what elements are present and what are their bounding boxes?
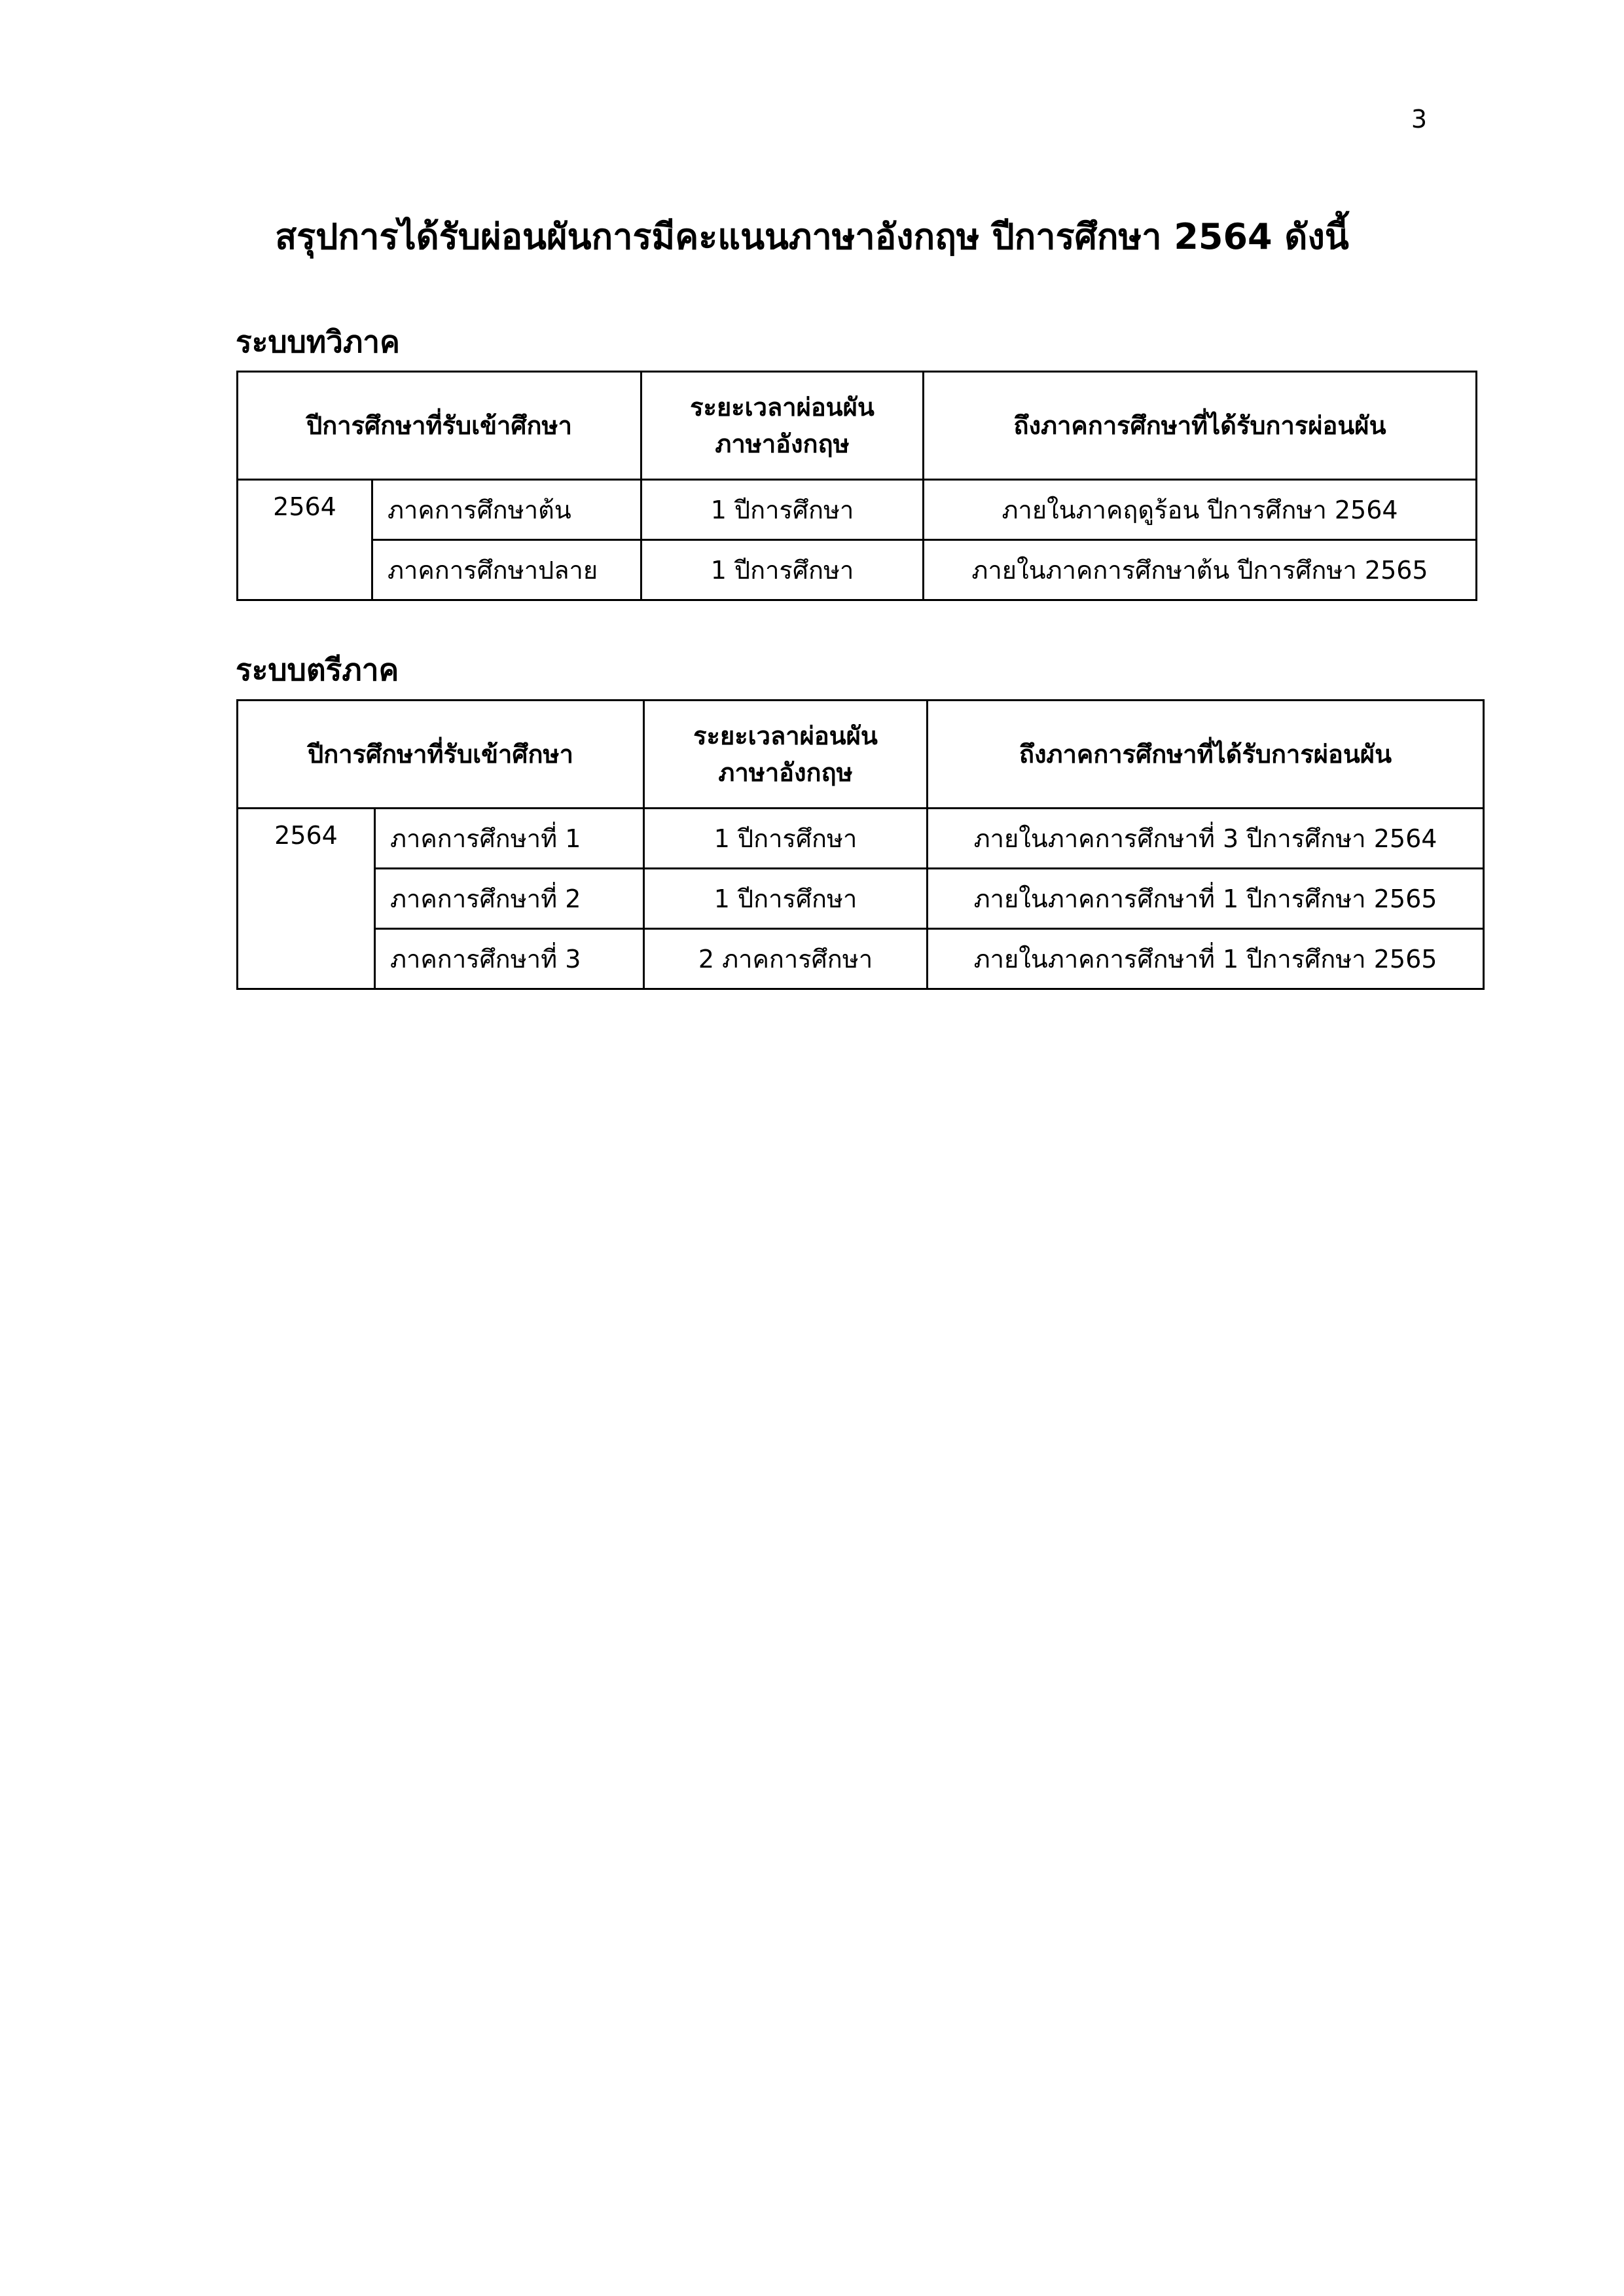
semester-cell: ภาคการศึกษาที่ 2 [375,869,644,929]
semester-cell: ภาคการศึกษาต้น [372,480,641,540]
semester-cell: ภาคการศึกษาที่ 3 [375,929,644,989]
page-title: สรุปการได้รับผ่อนผันการมีคะแนนภาษาอังกฤษ ปีการศึกษา 2564 ดังนี้ [275,216,1349,257]
tri-semester-table [236,699,1485,990]
until-cell: ภายในภาคการศึกษาที่ 1 ปีการศึกษา 2565 [928,869,1484,929]
admission-year-cell: 2564 [238,480,372,600]
header-deferral-period-line1: ระยะเวลาผ่อนผัน [693,721,878,750]
admission-year-cell: 2564 [238,809,375,989]
tri-semester-heading: ระบบตรีภาค [236,652,399,687]
period-cell: 1 ปีการศึกษา [641,540,924,600]
header-deferral-period [644,701,928,809]
table-row [238,809,1484,869]
period-cell: 2 ภาคการศึกษา [644,929,928,989]
until-cell: ภายในภาคฤดูร้อน ปีการศึกษา 2564 [924,480,1477,540]
until-cell: ภายในภาคการศึกษาที่ 3 ปีการศึกษา 2564 [928,809,1484,869]
period-cell: 1 ปีการศึกษา [644,809,928,869]
header-deferral-until: ถึงภาคการศึกษาที่ได้รับการผ่อนผัน [924,372,1477,480]
header-deferral-period-line1: ระยะเวลาผ่อนผัน [690,393,875,422]
bi-semester-heading: ระบบทวิภาค [236,324,400,359]
table-row [238,540,1477,600]
header-deferral-period-line2: ภาษาอังกฤษ [718,758,853,787]
until-cell: ภายในภาคการศึกษาต้น ปีการศึกษา 2565 [924,540,1477,600]
header-admission-year: ปีการศึกษาที่รับเข้าศึกษา [238,372,641,480]
header-deferral-period [641,372,924,480]
header-deferral-until: ถึงภาคการศึกษาที่ได้รับการผ่อนผัน [928,701,1484,809]
table-row [238,929,1484,989]
table-header-row [238,701,1484,809]
table-header-row [238,372,1477,480]
table-row [238,869,1484,929]
until-cell: ภายในภาคการศึกษาที่ 1 ปีการศึกษา 2565 [928,929,1484,989]
semester-cell: ภาคการศึกษาที่ 1 [375,809,644,869]
table-row [238,480,1477,540]
bi-semester-table [236,371,1477,601]
semester-cell: ภาคการศึกษาปลาย [372,540,641,600]
period-cell: 1 ปีการศึกษา [644,869,928,929]
header-deferral-period-line2: ภาษาอังกฤษ [715,429,850,458]
period-cell: 1 ปีการศึกษา [641,480,924,540]
header-admission-year: ปีการศึกษาที่รับเข้าศึกษา [238,701,644,809]
page-number: 3 [1411,105,1427,134]
